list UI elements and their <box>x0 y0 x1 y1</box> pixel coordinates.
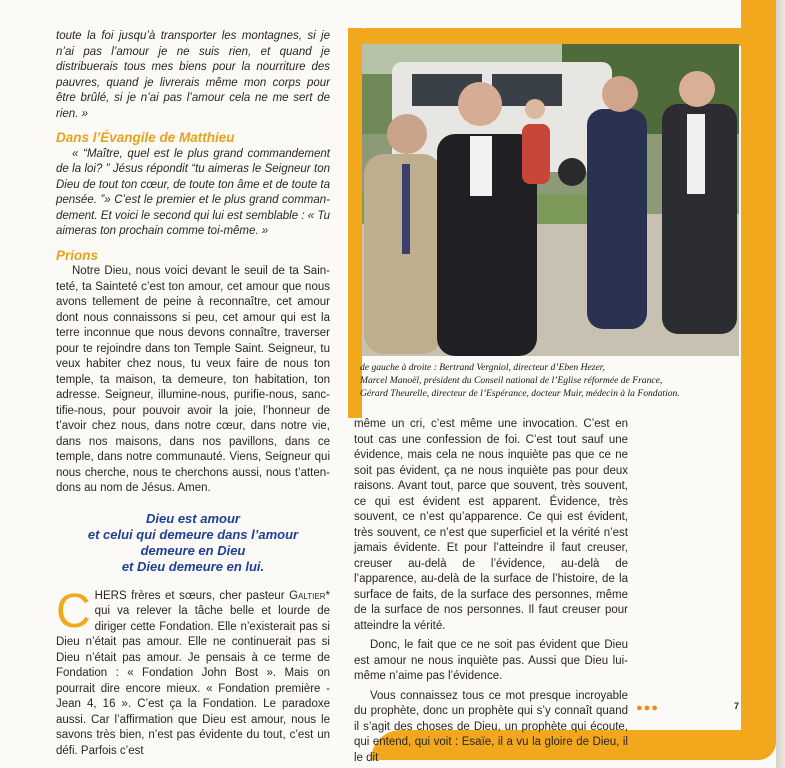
heading-prions: Prions <box>56 247 99 263</box>
left-column <box>56 29 330 759</box>
pull-quote-line-1: Dieu est amour <box>146 510 240 526</box>
caption-line-2: Marcel Manoël, président du Conseil national de l’Eglise réformée de France, <box>360 375 663 386</box>
sermon-paragraph <box>56 584 330 760</box>
continuation-dots: ●●● <box>636 702 659 714</box>
heading-matthieu: Dans l’Évangile de Matthieu <box>56 130 235 145</box>
right-paragraph-2: Donc, le fait que ce ne soit pas évident que Dieu est amour ne nous inquiète pas. Aussi que Dieu lui-même n’aime pas l’évidence. <box>354 639 628 682</box>
right-column <box>354 417 628 766</box>
caption-line-3: Gérard Theurelle, directeur de l’Espérance, docteur Muir, médecin à la Fondation. <box>360 388 680 399</box>
right-paragraph-3: Vous connaissez tous ce mot presque incroyable du prophète, donc un prophète qui s’y connaît quand il s’agit des choses de Dieu, un prophète qui écoute, qui entend, qui voit : Esaïe, il a vu la gloire de Dieu, il le dit <box>354 689 628 764</box>
photo-caption <box>360 361 740 400</box>
drop-cap: C <box>56 584 91 638</box>
prions-paragraph: Notre Dieu, nous voici devant le seuil de ta Sainteté, ta Sainteté c’est ton amour, cet amour que nous avons tellement de peine à reconnaître, cet amour dont nous connaissons si peu, cet amour qui est la terre inconnue que nous devons connaître, traverser pour te rejoindre dans ton Temple Saint. Seigneur, tu veux habiter chez nous, tu veux faire de nous ton temple, ta maison, ta demeure, ton habitation, ton adresse. Seigneur, illumine-nous, purifie-nous, sanctifie-nous, pour pouvoir avoir la joie, l’honneur de t’avoir chez nous, dans notre cœur, dans notre vie, dans nos maisons, dans nos pavillons, dans ce temple, dans notre communauté. Viens, Seigneur qui nous cherche, nous te cherchons aussi, nous t’attendons au nom de Jésus. Amen. <box>56 265 330 494</box>
frame-right-band <box>741 0 776 760</box>
pull-quote-line-3: demeure en Dieu <box>140 542 246 558</box>
pull-quote-line-4: et Dieu demeure en lui. <box>121 558 265 574</box>
pull-quote-line-2: et celui qui demeure dans l’amour <box>87 526 299 542</box>
matthieu-paragraph: « “Maître, quel est le plus grand commandement de la loi? ” Jésus répondit “tu aimeras le Seigneur ton Dieu de tout ton cœur, de toute ton âme et de toute ta pensée. ”» C’est le premier et le plus grand commandement. Et voici le second qui lui est semblable : « Tu aimeras ton prochain comme toi-même. » <box>56 147 330 237</box>
caption-line-1: de gauche à droite : Bertrand Vergniol, directeur d’Eben Hezer, <box>360 362 605 373</box>
right-paragraph-1: même un cri, c’est même une invocation. C’est en tout cas une confession de foi. C’est tout sauf une évidence, mais cela ne nous inquiète pas que ce ne soit pas évident, ça ne nous inquiète pas pour deux raisons. Avant tout, parce que souvent, très souvent, ce qui est évident est apparent. Évidence, très souvent, ce n’est qu’apparence. Ce qui est évident, très souvent, ce n’est que superficiel et la vérité n’est jamais évidente. Et pour l’atteindre il faut creuser, creuser au-delà de l’évidence, au-delà de l’apparence, au-delà de la surface de l’histoire, de la surface de faits, de la surface des personnes, même de la surface de nos personnes. Il faut creuser pour atteindre la vérité. <box>354 418 628 632</box>
sermon-start: HERS frères et sœurs, cher pasteur <box>94 589 290 602</box>
intro-paragraph: toute la foi jusqu’à transporter les montagnes, si je n’ai pas l’amour je ne suis rien, et quand je distribuerais tous mes biens pour la nourriture des pauvres, quand je livrerais même mon corps pour être brûlé, si je n’ai pas l’amour cela ne me sert de rien. » <box>56 30 330 120</box>
sermon-rest: * qui va relever la tâche belle et lourde de diriger cette Fondation. Elle n’existerait pas si Dieu n’était pas amour. Elle ne continuerait pas si Dieu n’était pas amour. Je pensais à ce terme de Fondation : « Fondation John Bost ». Mais on pourrait dire encore mieux. « Fondation première - Jean 4, 16 ». C’est ça la Fondation. Le paradoxe aussi. Car l’affirmation que Dieu est amour, nous le savons très bien, n’est pas évidente du tout, c’est un défi. Parfois c’est <box>56 589 330 757</box>
page-number: 7 <box>734 701 740 711</box>
name-galtier: Galtier <box>289 589 326 602</box>
group-photo <box>362 44 739 356</box>
page-spine <box>776 0 785 768</box>
pull-quote <box>56 511 330 575</box>
